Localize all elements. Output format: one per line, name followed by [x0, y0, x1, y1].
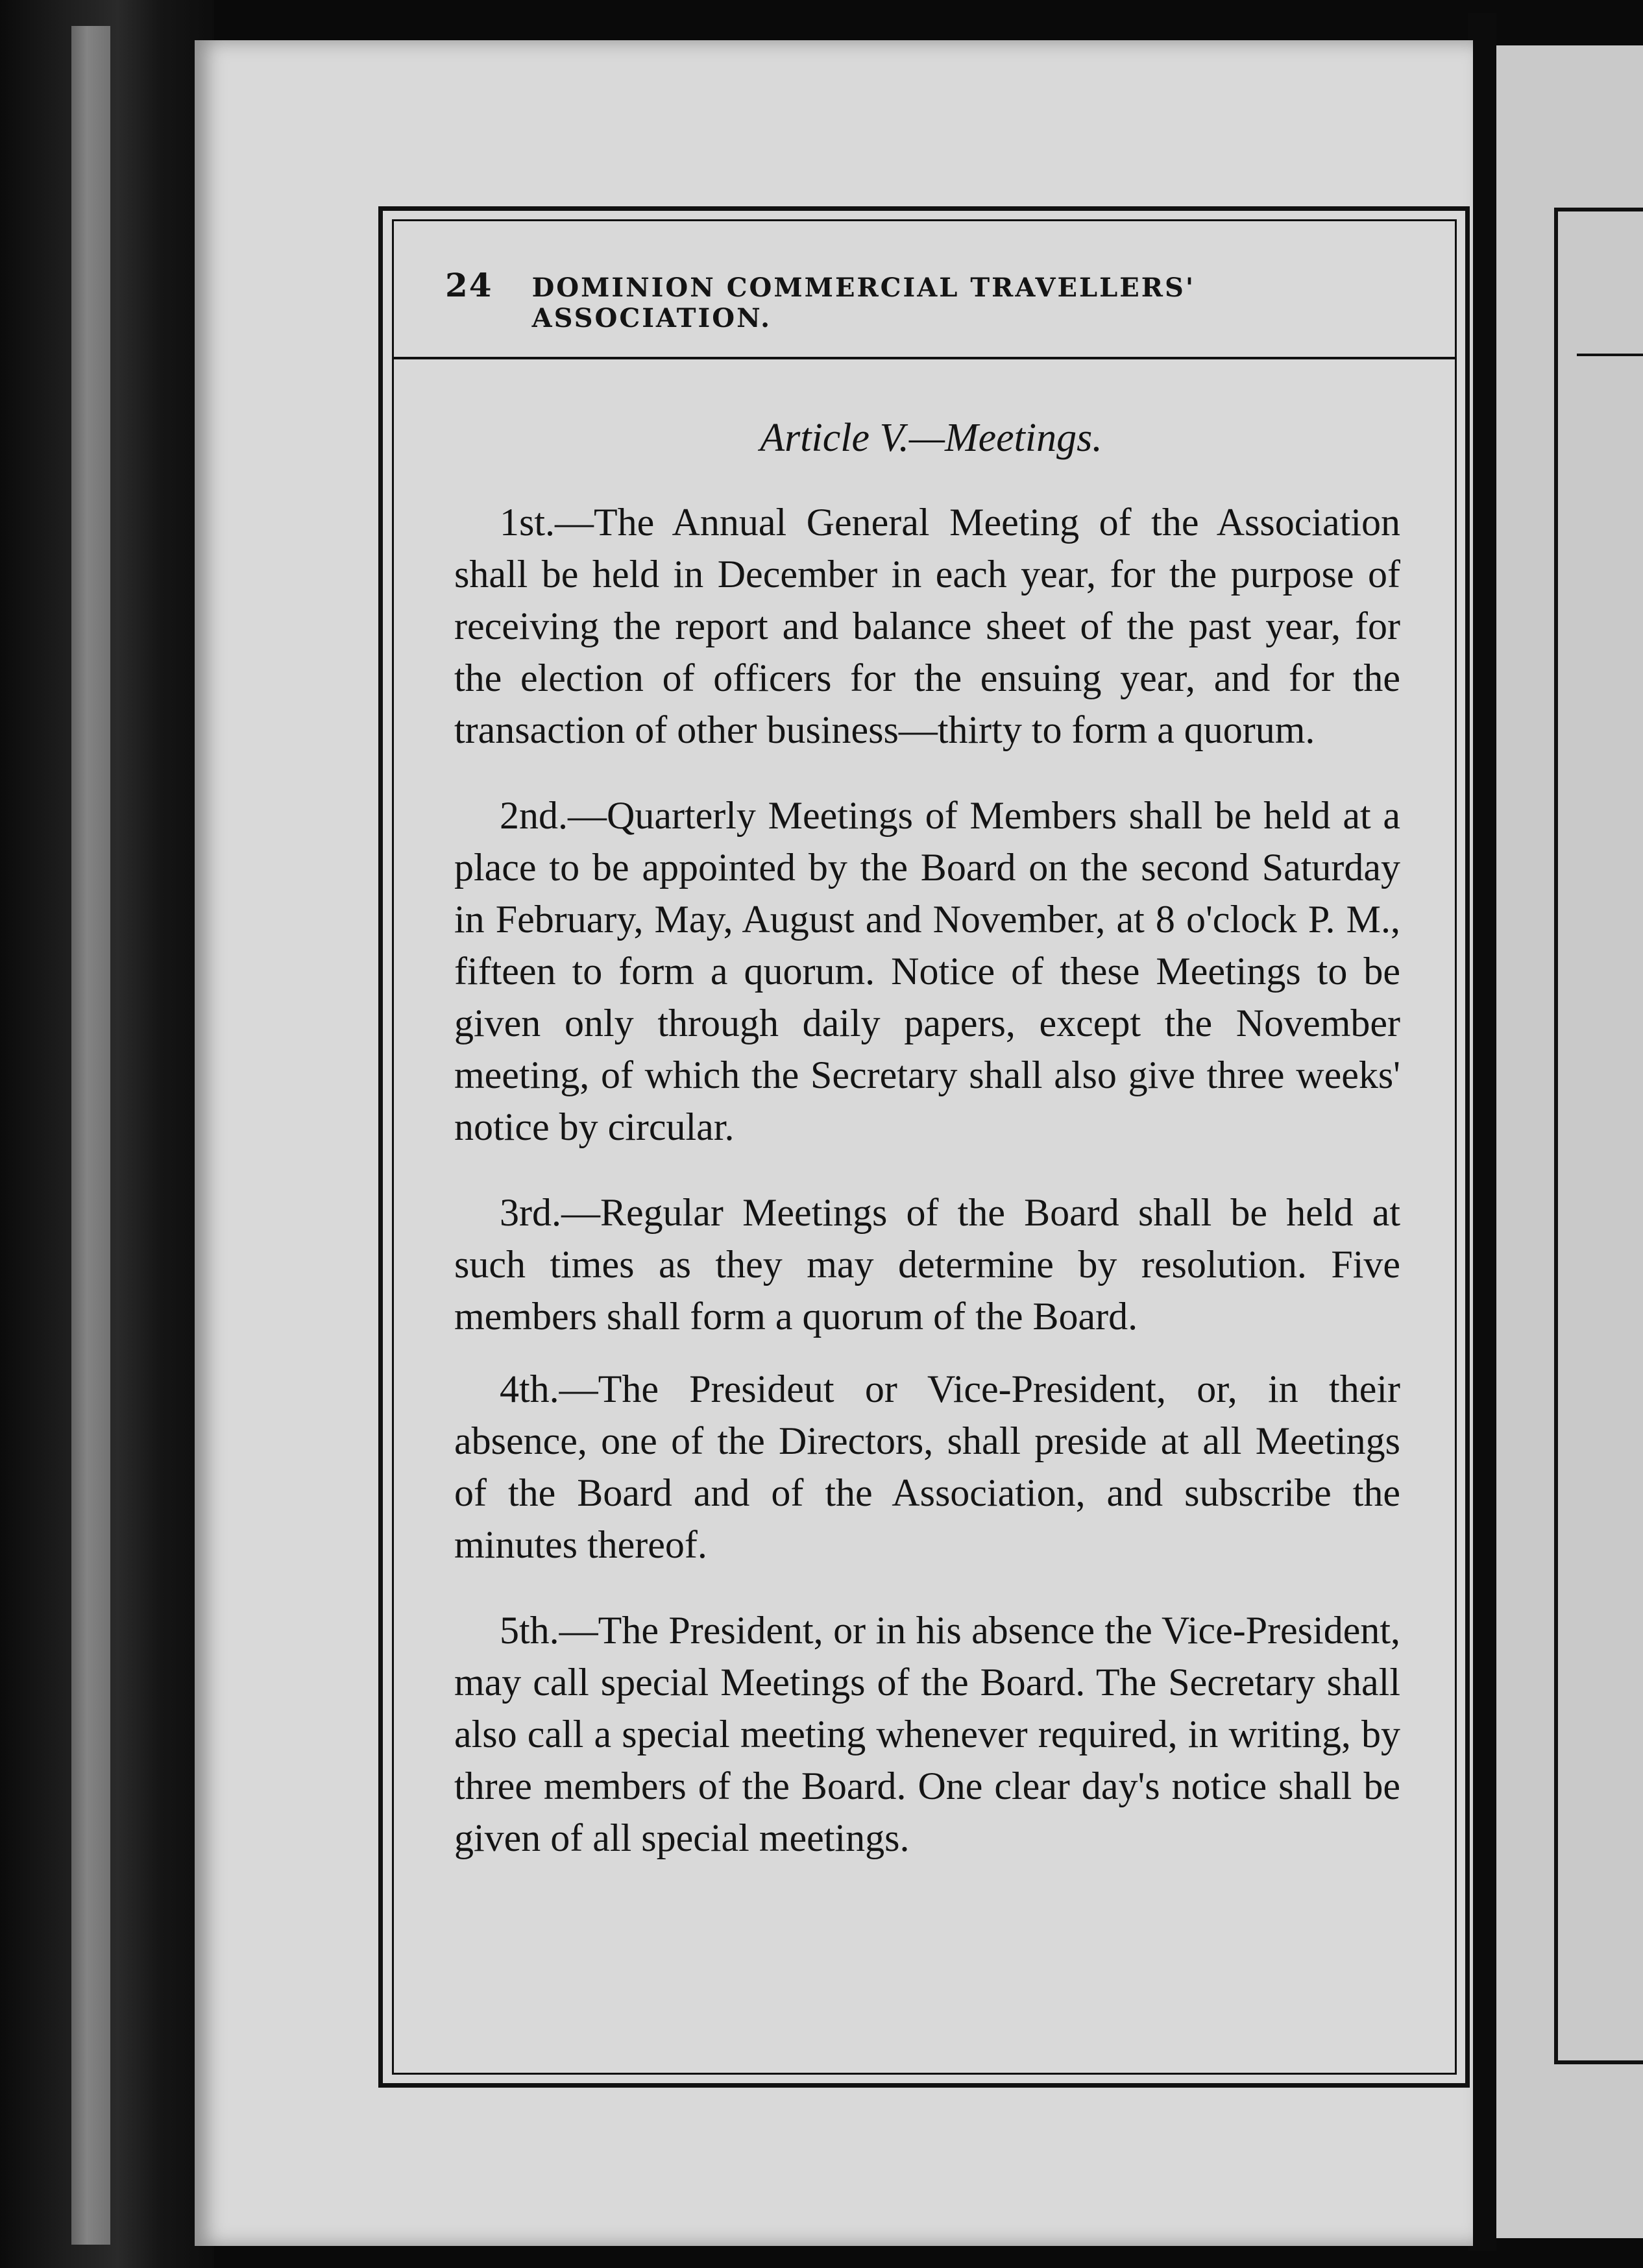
- page-edge-stack: [71, 26, 110, 2245]
- facing-page-frame: [1554, 208, 1643, 2064]
- paragraph-2nd: 2nd.—Quarterly Meetings of Members shall be held at a place to be appointed by the Board on the second Saturday in February, May, August and November, at 8 o'clock P. M., fifteen to form a quorum. Notice of these Meetings to be given only through daily papers, except the November meeting, of which the Secretary shall also give three weeks' notice by circular.: [454, 794, 1400, 1148]
- running-head: [445, 266, 1373, 333]
- article-body: [454, 496, 1400, 1885]
- paragraph-3rd: 3rd.—Regular Meetings of the Board shall be held at such times as they may determine by resolution. Five members shall form a quorum of the Board.: [454, 1191, 1400, 1338]
- running-title: DOMINION COMMERCIAL TRAVELLERS' ASSOCIATION.: [531, 272, 1196, 333]
- facing-page-rule: [1577, 354, 1643, 356]
- paragraph-5th: 5th.—The President, or in his absence the Vice-President, may call special Meetings of the Board. The Secretary shall also call a special meeting whenever required, in writing, by three members of the Board. One clear day's notice shall be given of all special meetings.: [454, 1609, 1400, 1859]
- paragraph-4th: 4th.—The Presideut or Vice-President, or, in their absence, one of the Directors, shall preside at all Meetings of the Board and of the Association, and subscribe the minutes thereof.: [454, 1368, 1400, 1566]
- article-heading: Article V.—Meetings.: [760, 416, 1102, 460]
- page-number: 24: [445, 266, 493, 304]
- paragraph-1st: 1st.—The Annual General Meeting of the Association shall be held in December in each year, for the purpose of receiving the report and balance sheet of the past year, for the election of officers for the ensuing year, and for the transaction of other business—thirty to form a quorum.: [454, 501, 1400, 751]
- header-rule: [392, 357, 1457, 359]
